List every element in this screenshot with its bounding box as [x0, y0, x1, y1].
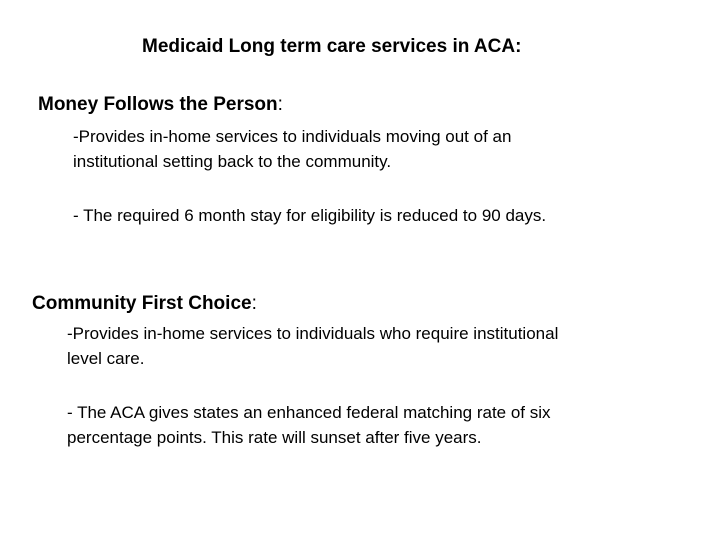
paragraph-line: -Provides in-home services to individuals moving out of an: [73, 127, 512, 146]
section-heading-colon: :: [277, 94, 283, 115]
paragraph-line: -Provides in-home services to individuals who require institutional: [67, 324, 559, 343]
section-heading-community-first-choice: [32, 293, 257, 315]
paragraph-in-home-services-institutional-care: [67, 321, 558, 371]
paragraph-line: level care.: [67, 349, 145, 368]
paragraph-enhanced-matching-rate: [67, 400, 551, 450]
paragraph-line: institutional setting back to the community.: [73, 152, 392, 171]
paragraph-required-stay-reduced: [73, 203, 546, 228]
paragraph-line: percentage points. This rate will sunset after five years.: [67, 428, 482, 447]
paragraph-in-home-services-moving-out: [73, 124, 511, 174]
slide-title: Medicaid Long term care services in ACA:: [142, 36, 522, 57]
section-heading-colon: :: [251, 293, 257, 314]
paragraph-line: - The required 6 month stay for eligibility is reduced to 90 days.: [73, 206, 547, 225]
paragraph-line: - The ACA gives states an enhanced federal matching rate of six: [67, 403, 551, 422]
section-heading-text: Money Follows the Person: [38, 94, 278, 115]
section-heading-money-follows-the-person: [38, 94, 283, 116]
section-heading-text: Community First Choice: [32, 293, 252, 314]
